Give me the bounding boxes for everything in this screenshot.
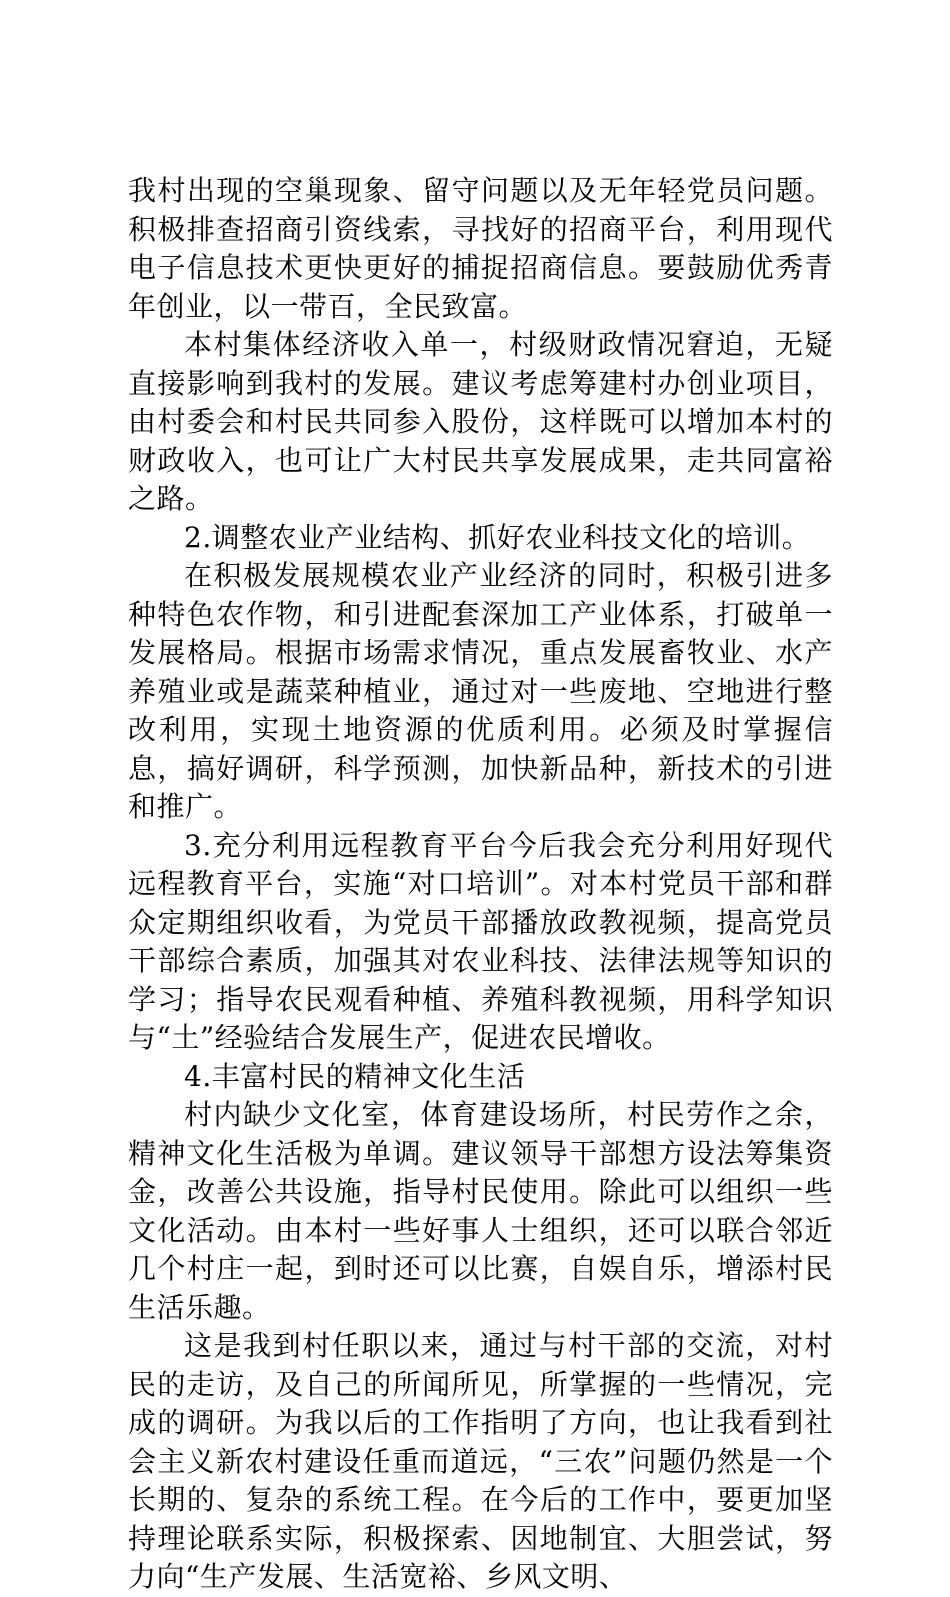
paragraph-6: 这是我到村任职以来，通过与村干部的交流，对村民的走访，及自己的所闻所见，所掌握的一些情况，完成的调研。为我以后的工作指明了方向，也让我看到社会主义新农村建设任重而道远，“三农”问题仍然是一个长期的、复杂的系统工程。在今后的工作中，要更加坚持理论联系实际，积极探索、因地制宜、大胆尝试，努力向“生产发展、生活宽裕、乡风文明、 (128, 1329, 833, 1593)
section-heading-2: 2.调整农业产业结构、抓好农业科技文化的培训。 (184, 520, 811, 554)
paragraph-5: 村内缺少文化室，体育建设场所，村民劳作之余，精神文化生活极为单调。建议领导干部想方设法筹集资金，改善公共设施，指导村民使用。除此可以组织一些文化活动。由本村一些好事人士组织，还可以联合邻近几个村庄一起，到时还可以比赛，自娱自乐，增添村民生活乐趣。 (128, 1098, 833, 1324)
paragraph-3: 在积极发展规模农业产业经济的同时，积极引进多种特色农作物，和引进配套深加工产业体系，打破单一发展格局。根据市场需求情况，重点发展畜牧业、水产养殖业或是蔬菜种植业，通过对一些废地、空地进行整改利用，实现土地资源的优质利用。必须及时掌握信息，搞好调研，科学预测，加快新品种，新技术的引进和推广。 (128, 559, 833, 823)
document-body (128, 172, 833, 1597)
paragraph-4: 3.充分利用远程教育平台今后我会充分利用好现代远程教育平台，实施“对口培训”。对本村党员干部和群众定期组织收看，为党员干部播放政教视频，提高党员干部综合素质，加强其对农业科技、法律法规等知识的学习；指导农民观看种植、养殖科教视频，用科学知识与“土”经验结合发展生产，促进农民增收。 (128, 828, 833, 1054)
section-heading-4: 4.丰富村民的精神文化生活 (184, 1059, 526, 1093)
paragraph-2: 本村集体经济收入单一，村级财政情况窘迫，无疑直接影响到我村的发展。建议考虑筹建村办创业项目，由村委会和村民共同参入股份，这样既可以增加本村的财政收入，也可让广大村民共享发展成果，走共同富裕之路。 (128, 328, 833, 515)
paragraph-1: 我村出现的空巢现象、留守问题以及无年轻党员问题。积极排查招商引资线索，寻找好的招商平台，利用现代电子信息技术更快更好的捕捉招商信息。要鼓励优秀青年创业，以一带百，全民致富。 (128, 174, 833, 323)
